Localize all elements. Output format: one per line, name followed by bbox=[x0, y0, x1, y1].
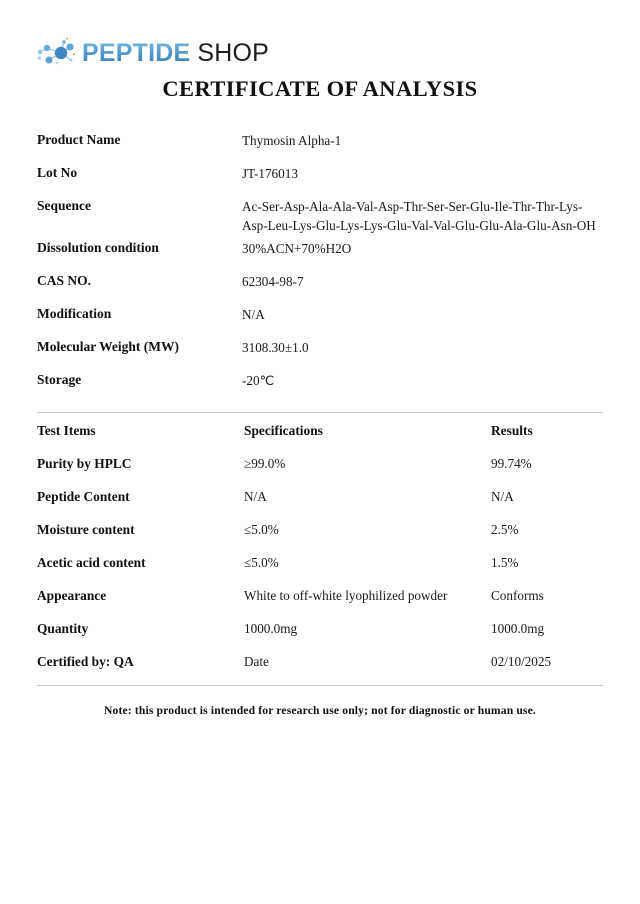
info-value: -20℃ bbox=[242, 373, 275, 388]
info-value bbox=[242, 197, 603, 235]
info-label: Dissolution condition bbox=[37, 240, 159, 255]
info-label: Storage bbox=[37, 372, 82, 387]
cell-specification: ≤5.0% bbox=[244, 555, 279, 570]
results-table bbox=[37, 423, 603, 687]
cell-result: N/A bbox=[491, 489, 514, 504]
info-label: Lot No bbox=[37, 165, 78, 180]
cell-specification: White to off-white lyophilized powder bbox=[244, 588, 448, 603]
cell-result: 2.5% bbox=[491, 522, 519, 537]
table-row bbox=[37, 555, 603, 588]
divider-table-top bbox=[37, 412, 603, 413]
cell-test-item: Quantity bbox=[37, 621, 89, 636]
info-value: JT-176013 bbox=[242, 166, 298, 181]
info-value: N/A bbox=[242, 307, 265, 322]
molecule-icon bbox=[34, 36, 78, 70]
cell-result: 1.5% bbox=[491, 555, 519, 570]
info-row-dissolution-condition bbox=[37, 239, 603, 272]
info-row-lot-no bbox=[37, 164, 603, 197]
info-row-cas-no bbox=[37, 272, 603, 305]
table-row bbox=[37, 489, 603, 522]
brand-name-secondary: SHOP bbox=[197, 38, 270, 67]
cell-test-item: Peptide Content bbox=[37, 489, 130, 504]
divider-table-bottom bbox=[37, 685, 603, 686]
info-row-storage bbox=[37, 371, 603, 404]
table-row bbox=[37, 588, 603, 621]
table-row bbox=[37, 654, 603, 687]
info-label: Sequence bbox=[37, 198, 91, 213]
info-value: 3108.30±1.0 bbox=[242, 340, 309, 355]
cell-result: 1000.0mg bbox=[491, 621, 545, 636]
cell-specification: Date bbox=[244, 654, 269, 669]
cell-specification: 1000.0mg bbox=[244, 621, 298, 636]
product-info-block bbox=[37, 131, 603, 404]
column-header-test-items: Test Items bbox=[37, 423, 96, 438]
cell-test-item: Appearance bbox=[37, 588, 107, 603]
page-title: CERTIFICATE OF ANALYSIS bbox=[162, 76, 478, 101]
info-value: 30%ACN+70%H2O bbox=[242, 241, 352, 256]
info-label: Molecular Weight (MW) bbox=[37, 339, 179, 354]
brand-name-primary: PEPTIDE bbox=[82, 38, 191, 67]
cell-test-item: Moisture content bbox=[37, 522, 135, 537]
cell-specification: N/A bbox=[244, 489, 267, 504]
info-label: Product Name bbox=[37, 132, 121, 147]
cell-test-item: Purity by HPLC bbox=[37, 456, 132, 471]
brand-logo bbox=[34, 36, 269, 70]
cell-result: 02/10/2025 bbox=[491, 654, 552, 669]
table-row bbox=[37, 456, 603, 489]
footer-note: Note: this product is intended for research use only; not for diagnostic or human use. bbox=[104, 704, 536, 717]
info-row-sequence bbox=[37, 197, 603, 239]
sequence-line-2: Asp-Leu-Lys-Glu-Lys-Lys-Glu-Val-Val-Glu-Glu-Ala-Glu-Asn-OH bbox=[242, 218, 596, 234]
info-label: CAS NO. bbox=[37, 273, 92, 288]
cell-test-item: Acetic acid content bbox=[37, 555, 146, 570]
info-value: Thymosin Alpha-1 bbox=[242, 133, 342, 148]
info-label: Modification bbox=[37, 306, 112, 321]
info-row-product-name bbox=[37, 131, 603, 164]
info-row-modification bbox=[37, 305, 603, 338]
brand-wordmark bbox=[82, 39, 269, 68]
table-row bbox=[37, 621, 603, 654]
column-header-results: Results bbox=[491, 423, 533, 438]
cell-result: Conforms bbox=[491, 588, 544, 603]
column-header-specifications: Specifications bbox=[244, 423, 323, 438]
cell-specification: ≥99.0% bbox=[244, 456, 286, 471]
cell-test-item: Certified by: QA bbox=[37, 654, 134, 669]
sequence-line-1: Ac-Ser-Asp-Ala-Ala-Val-Asp-Thr-Ser-Ser-Glu-Ile-Thr-Thr-Lys- bbox=[242, 199, 583, 214]
table-header-row bbox=[37, 423, 603, 456]
info-value: 62304-98-7 bbox=[242, 274, 304, 289]
cell-specification: ≤5.0% bbox=[244, 522, 279, 537]
table-row bbox=[37, 522, 603, 555]
info-row-molecular-weight bbox=[37, 338, 603, 371]
cell-result: 99.74% bbox=[491, 456, 532, 471]
